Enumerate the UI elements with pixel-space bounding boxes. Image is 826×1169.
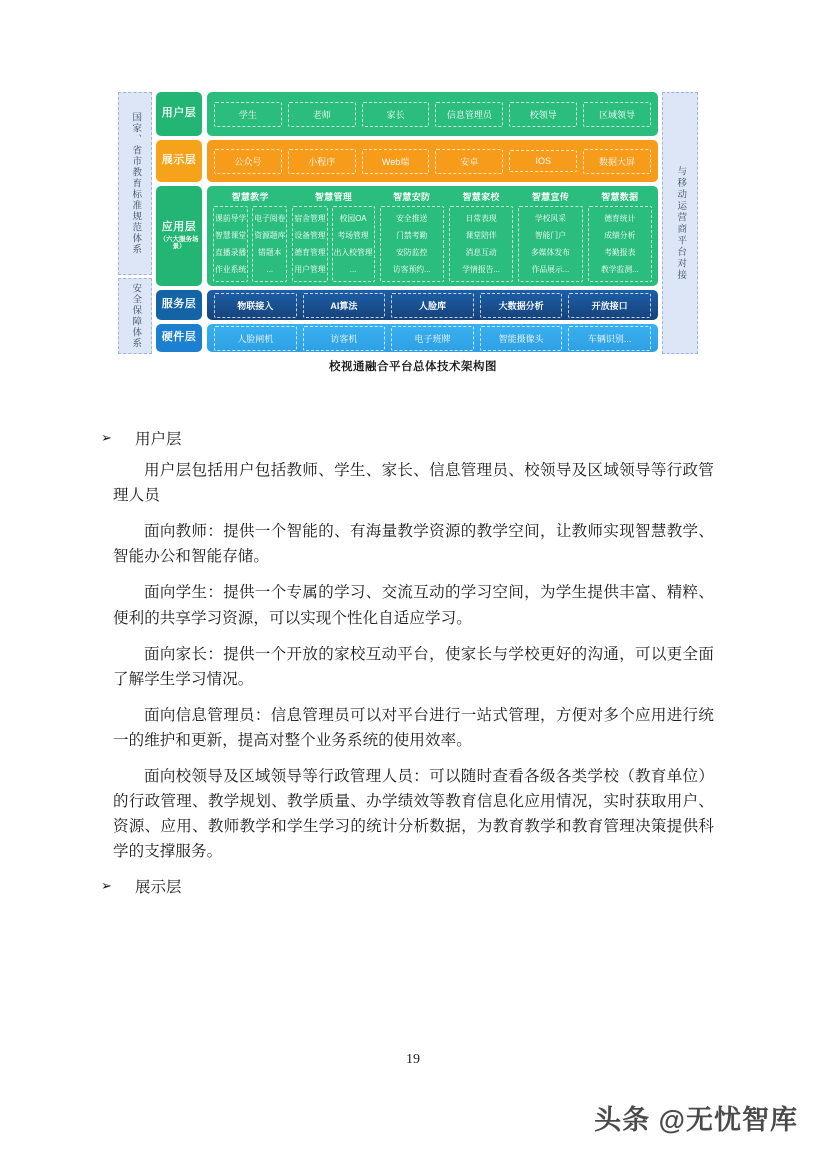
app-item: 课堂陪伴 bbox=[465, 230, 497, 240]
app-item: 德育统计 bbox=[604, 213, 636, 223]
app-item: 教学监测... bbox=[600, 264, 639, 274]
app-item: 直播录播 bbox=[215, 247, 247, 257]
app-item: 智慧课堂 bbox=[215, 230, 247, 240]
app-item: 安防监控 bbox=[396, 247, 428, 257]
app-item: 校园OA bbox=[339, 213, 367, 223]
cell-hardware-1: 访客机 bbox=[303, 326, 386, 351]
app-item: 用户管理 bbox=[294, 264, 326, 274]
app-item: 门禁考勤 bbox=[396, 230, 428, 240]
app-group-title-publicity: 智慧宣传 bbox=[531, 192, 570, 202]
layer-body-hardware bbox=[207, 324, 658, 352]
cell-service-1: AI算法 bbox=[303, 293, 386, 318]
app-group-data bbox=[588, 190, 652, 282]
watermark: 头条 @无忧智库 bbox=[594, 1105, 798, 1135]
paragraph-block-user-layer bbox=[100, 458, 714, 865]
figure-caption: 校视通融合平台总体技术架构图 bbox=[329, 361, 497, 373]
page-number: 19 bbox=[406, 1052, 420, 1067]
diagram-right-sidebar bbox=[662, 92, 698, 354]
layer-label-service: 服务层 bbox=[156, 290, 202, 320]
layer-body-display bbox=[207, 140, 658, 182]
cell-hardware-2: 电子班牌 bbox=[391, 326, 474, 351]
app-item: 学情报告... bbox=[462, 264, 500, 274]
diagram-layers bbox=[156, 92, 658, 354]
paragraph: 面向教师：提供一个智能的、有海量教学资源的教学空间，让教师实现智慧教学、智能办公和智能存储。 bbox=[113, 523, 714, 566]
app-group-teaching bbox=[213, 190, 287, 282]
app-col-home-school-0 bbox=[449, 206, 513, 282]
cell-hardware-4: 车辆识别... bbox=[568, 326, 651, 351]
app-item: 课前导学 bbox=[215, 213, 247, 223]
layer-row-user bbox=[156, 92, 658, 136]
app-item: 作品展示... bbox=[531, 264, 570, 274]
cell-service-2: 人脸库 bbox=[391, 293, 474, 318]
app-item: 设备管理 bbox=[294, 230, 326, 240]
cell-display-4: IOS bbox=[509, 150, 577, 172]
app-group-security bbox=[380, 190, 444, 282]
layer-label-user: 用户层 bbox=[156, 92, 202, 136]
sidebar-mobile-operator-docking: 与移动运营商平台对接 bbox=[662, 92, 698, 354]
architecture-diagram bbox=[118, 92, 698, 354]
app-group-title-security: 智慧安防 bbox=[393, 192, 431, 202]
layer-row-hardware bbox=[156, 324, 658, 352]
layer-row-service bbox=[156, 290, 658, 320]
app-item: 错题本 bbox=[258, 247, 282, 257]
app-item: 多媒体发布 bbox=[530, 247, 570, 257]
app-col-teaching-1 bbox=[252, 206, 287, 282]
app-item: 作业系统 bbox=[215, 264, 247, 274]
cell-display-0: 公众号 bbox=[214, 149, 282, 174]
heading-user-layer: 用户层 bbox=[135, 431, 182, 448]
app-group-home-school bbox=[449, 190, 513, 282]
app-item: 学校风采 bbox=[534, 213, 567, 223]
layer-label-application-main: 应用层 bbox=[161, 221, 197, 234]
app-item: 资源题库 bbox=[254, 230, 286, 240]
paragraph: 面向校领导及区域领导等行政管理人员：可以随时查看各级各类学校（教育单位）的行政管理、教学规划、教学质量、办学绩效等教育信息化应用情况，实时获取用户、资源、应用、教师教学和学生学习的统计分析数据，为教育教学和教育管理决策提供科学的支撑服务。 bbox=[113, 768, 714, 861]
app-item: 德育管理 bbox=[294, 247, 326, 257]
layer-label-application bbox=[156, 186, 202, 286]
app-item: ... bbox=[266, 264, 274, 274]
heading-display-layer: 展示层 bbox=[135, 878, 182, 896]
app-item: 智能门户 bbox=[534, 230, 567, 240]
cell-display-3: 安卓 bbox=[435, 149, 503, 174]
app-col-security-0 bbox=[380, 206, 444, 282]
bullet-marker-icon: ➢ bbox=[101, 877, 112, 893]
cell-service-4: 开放接口 bbox=[568, 293, 651, 318]
app-item: 消息互动 bbox=[465, 247, 497, 257]
app-item: 成绩分析 bbox=[604, 230, 636, 240]
cell-service-3: 大数据分析 bbox=[480, 293, 563, 318]
paragraph: 面向家长：提供一个开放的家校互动平台，使家长与学校更好的沟通，可以更全面了解学生学习情况。 bbox=[113, 645, 714, 688]
app-item: ... bbox=[349, 264, 357, 274]
app-item: 安全推送 bbox=[396, 213, 428, 223]
app-group-title-management: 智慧管理 bbox=[314, 192, 353, 202]
bullet-display-layer bbox=[100, 876, 714, 900]
diagram-left-sidebar bbox=[118, 92, 152, 354]
document-content bbox=[100, 420, 714, 906]
app-col-management-0 bbox=[292, 206, 327, 282]
layer-row-display bbox=[156, 140, 658, 182]
app-item: 电子阅卷 bbox=[254, 213, 286, 223]
app-item: 考勤报表 bbox=[604, 247, 636, 257]
layer-body-service bbox=[207, 290, 658, 320]
layer-body-application bbox=[207, 186, 658, 286]
layer-label-display: 展示层 bbox=[156, 140, 202, 182]
bullet-marker-icon: ➢ bbox=[101, 430, 112, 445]
paragraph: 用户层包括用户包括教师、学生、家长、信息管理员、校领导及区域领导等行政管理人员 bbox=[113, 462, 714, 505]
app-col-data-0 bbox=[588, 206, 652, 282]
cell-display-5: 数据大屏 bbox=[583, 149, 651, 174]
cell-display-1: 小程序 bbox=[288, 149, 356, 174]
app-item: 考场管理 bbox=[337, 230, 369, 240]
cell-user-1: 老师 bbox=[288, 102, 356, 127]
cell-hardware-3: 智能摄像头 bbox=[480, 326, 563, 351]
cell-user-4: 校领导 bbox=[509, 102, 577, 127]
app-col-teaching-0 bbox=[213, 206, 248, 282]
bullet-user-layer bbox=[100, 428, 714, 452]
cell-user-5: 区域领导 bbox=[583, 102, 651, 127]
app-col-management-1 bbox=[332, 206, 375, 282]
layer-label-application-sub: （六大服务场景） bbox=[159, 235, 199, 251]
app-group-publicity bbox=[518, 190, 582, 282]
app-item: 宿舍管理 bbox=[294, 213, 326, 223]
cell-user-3: 信息管理员 bbox=[435, 102, 503, 127]
app-item: 访客预约... bbox=[392, 264, 431, 274]
app-group-title-teaching: 智慧教学 bbox=[231, 192, 269, 202]
paragraph: 面向学生：提供一个专属的学习、交流互动的学习空间，为学生提供丰富、精粹、便利的共享学习资源，可以实现个性化自适应学习。 bbox=[113, 584, 714, 627]
layer-row-application bbox=[156, 186, 658, 286]
app-group-management bbox=[292, 190, 374, 282]
sidebar-security-system: 安全保障体系 bbox=[118, 278, 152, 354]
layer-label-hardware: 硬件层 bbox=[156, 324, 202, 352]
app-item: 日常表现 bbox=[465, 213, 497, 223]
cell-user-0: 学生 bbox=[214, 102, 282, 127]
cell-hardware-0: 人脸闸机 bbox=[214, 326, 297, 351]
cell-user-2: 家长 bbox=[362, 102, 430, 127]
cell-display-2: Web端 bbox=[362, 149, 430, 174]
layer-body-user bbox=[207, 92, 658, 136]
app-group-title-data: 智慧数据 bbox=[601, 192, 639, 202]
paragraph: 面向信息管理员：信息管理员可以对平台进行一站式管理，方便对多个应用进行统一的维护和更新，提高对整个业务系统的使用效率。 bbox=[113, 706, 714, 749]
app-col-publicity-0 bbox=[518, 206, 582, 282]
cell-service-0: 物联接入 bbox=[214, 293, 297, 318]
app-group-title-home-school: 智慧家校 bbox=[462, 192, 500, 202]
app-item: 出入校管理 bbox=[333, 247, 373, 257]
sidebar-standard-system: 国家、省市教育标准规范体系 bbox=[118, 92, 152, 275]
